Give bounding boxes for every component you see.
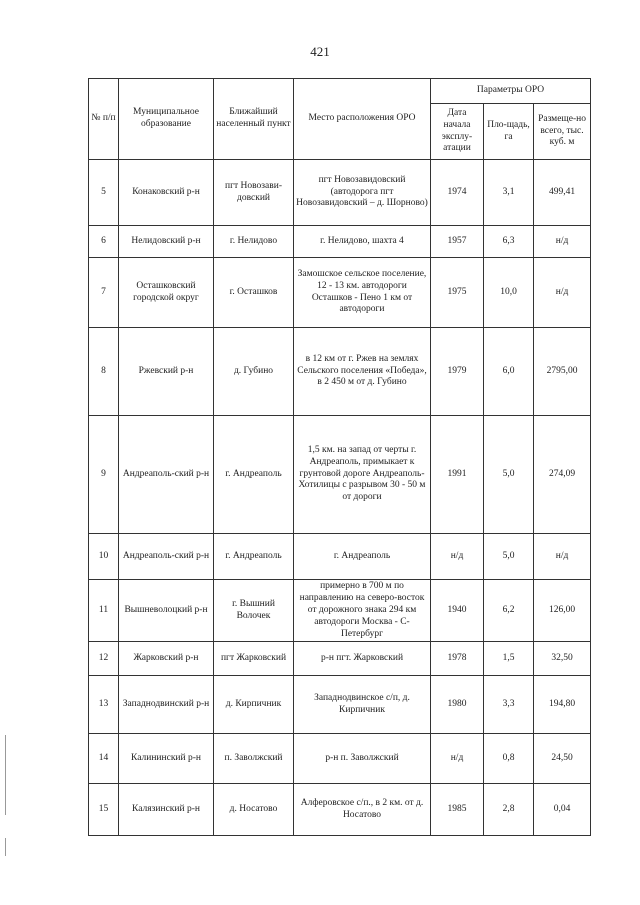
row-municipality: Ржевский р-н	[119, 328, 214, 416]
row-start-date: н/д	[431, 734, 484, 784]
row-settlement: г. Осташков	[214, 258, 294, 328]
row-location: 1,5 км. на запад от черты г. Андреаполь, примыкает к грунтовой дороге Андреаполь-Хотилицы с разрывом 30 - 50 м от дороги	[294, 416, 431, 534]
row-municipality: Осташковский городской округ	[119, 258, 214, 328]
table-row	[89, 160, 591, 226]
row-area: 10,0	[484, 258, 534, 328]
table-row	[89, 226, 591, 258]
row-num: 11	[89, 580, 119, 642]
row-volume: 0,04	[534, 784, 591, 836]
row-start-date: 1985	[431, 784, 484, 836]
row-start-date: 1974	[431, 160, 484, 226]
row-settlement: д. Носатово	[214, 784, 294, 836]
row-num: 10	[89, 534, 119, 580]
row-volume: н/д	[534, 258, 591, 328]
row-num: 13	[89, 676, 119, 734]
row-volume: 2795,00	[534, 328, 591, 416]
row-settlement: г. Андреаполь	[214, 416, 294, 534]
row-location: р-н пгт. Жарковский	[294, 642, 431, 676]
header-num: № п/п	[89, 79, 119, 160]
row-volume: 32,50	[534, 642, 591, 676]
row-settlement: г. Нелидово	[214, 226, 294, 258]
row-settlement: пгт Жарковский	[214, 642, 294, 676]
row-location: Западнодвинское с/п, д. Кирпичник	[294, 676, 431, 734]
row-settlement: п. Заволжский	[214, 734, 294, 784]
row-num: 8	[89, 328, 119, 416]
row-settlement: г. Андреаполь	[214, 534, 294, 580]
row-location: р-н п. Заволжский	[294, 734, 431, 784]
row-num: 7	[89, 258, 119, 328]
row-num: 6	[89, 226, 119, 258]
header-volume: Размеще-но всего, тыс. куб. м	[534, 104, 591, 160]
row-location: в 12 км от г. Ржев на землях Сельского поселения «Победа», в 2 450 м от д. Губино	[294, 328, 431, 416]
header-start-date: Дата начала эксплу-атации	[431, 104, 484, 160]
row-num: 5	[89, 160, 119, 226]
row-area: 6,0	[484, 328, 534, 416]
row-start-date: 1957	[431, 226, 484, 258]
row-municipality: Западнодвинский р-н	[119, 676, 214, 734]
row-start-date: н/д	[431, 534, 484, 580]
row-settlement: пгт Новозави-довский	[214, 160, 294, 226]
table-row	[89, 416, 591, 534]
table-row	[89, 734, 591, 784]
row-settlement: д. Кирпичник	[214, 676, 294, 734]
row-municipality: Конаковский р-н	[119, 160, 214, 226]
row-location: Замошское сельское поселение, 12 - 13 км. автодороги Осташков - Пено 1 км от автодороги	[294, 258, 431, 328]
row-area: 5,0	[484, 534, 534, 580]
row-area: 0,8	[484, 734, 534, 784]
row-num: 14	[89, 734, 119, 784]
header-row	[89, 79, 591, 104]
row-municipality: Жарковский р-н	[119, 642, 214, 676]
row-location: г. Нелидово, шахта 4	[294, 226, 431, 258]
row-municipality: Калининский р-н	[119, 734, 214, 784]
row-municipality: Вышневолоцкий р-н	[119, 580, 214, 642]
row-volume: 24,50	[534, 734, 591, 784]
row-volume: н/д	[534, 534, 591, 580]
row-start-date: 1978	[431, 642, 484, 676]
header-municipality: Муниципальное образование	[119, 79, 214, 160]
row-start-date: 1979	[431, 328, 484, 416]
row-location: пгт Новозавидовский (автодорога пгт Новозавидовский – д. Шорново)	[294, 160, 431, 226]
row-start-date: 1991	[431, 416, 484, 534]
row-municipality: Нелидовский р-н	[119, 226, 214, 258]
table-row	[89, 534, 591, 580]
row-volume: 499,41	[534, 160, 591, 226]
row-area: 6,2	[484, 580, 534, 642]
header-params: Параметры ОРО	[431, 79, 591, 104]
row-area: 3,1	[484, 160, 534, 226]
table-row	[89, 328, 591, 416]
header-area: Пло-щадь, га	[484, 104, 534, 160]
row-location: г. Андреаполь	[294, 534, 431, 580]
row-start-date: 1980	[431, 676, 484, 734]
row-area: 1,5	[484, 642, 534, 676]
page-number: 421	[310, 44, 330, 59]
row-location: Алферовское с/п., в 2 км. от д. Носатово	[294, 784, 431, 836]
table-row	[89, 784, 591, 836]
row-volume: 194,80	[534, 676, 591, 734]
header-location: Место расположения ОРО	[294, 79, 431, 160]
row-municipality: Калязинский р-н	[119, 784, 214, 836]
row-area: 2,8	[484, 784, 534, 836]
row-start-date: 1975	[431, 258, 484, 328]
row-area: 5,0	[484, 416, 534, 534]
row-num: 9	[89, 416, 119, 534]
table-row	[89, 258, 591, 328]
header-settlement: Ближайший населенный пункт	[214, 79, 294, 160]
row-location: примерно в 700 м по направлению на северо-восток от дорожного знака 294 км автодороги Москва - С-Петербург	[294, 580, 431, 642]
row-area: 6,3	[484, 226, 534, 258]
table-body	[89, 160, 591, 836]
row-municipality: Андреаполь-ский р-н	[119, 416, 214, 534]
table-row	[89, 642, 591, 676]
row-volume: 274,09	[534, 416, 591, 534]
row-num: 12	[89, 642, 119, 676]
oro-table	[88, 78, 591, 836]
row-start-date: 1940	[431, 580, 484, 642]
row-area: 3,3	[484, 676, 534, 734]
scan-edge-line	[5, 838, 6, 856]
table-row	[89, 580, 591, 642]
row-settlement: д. Губино	[214, 328, 294, 416]
scan-edge-line	[5, 735, 6, 815]
table-row	[89, 676, 591, 734]
row-volume: 126,00	[534, 580, 591, 642]
row-volume: н/д	[534, 226, 591, 258]
row-num: 15	[89, 784, 119, 836]
row-settlement: г. Вышний Волочек	[214, 580, 294, 642]
row-municipality: Андреаполь-ский р-н	[119, 534, 214, 580]
